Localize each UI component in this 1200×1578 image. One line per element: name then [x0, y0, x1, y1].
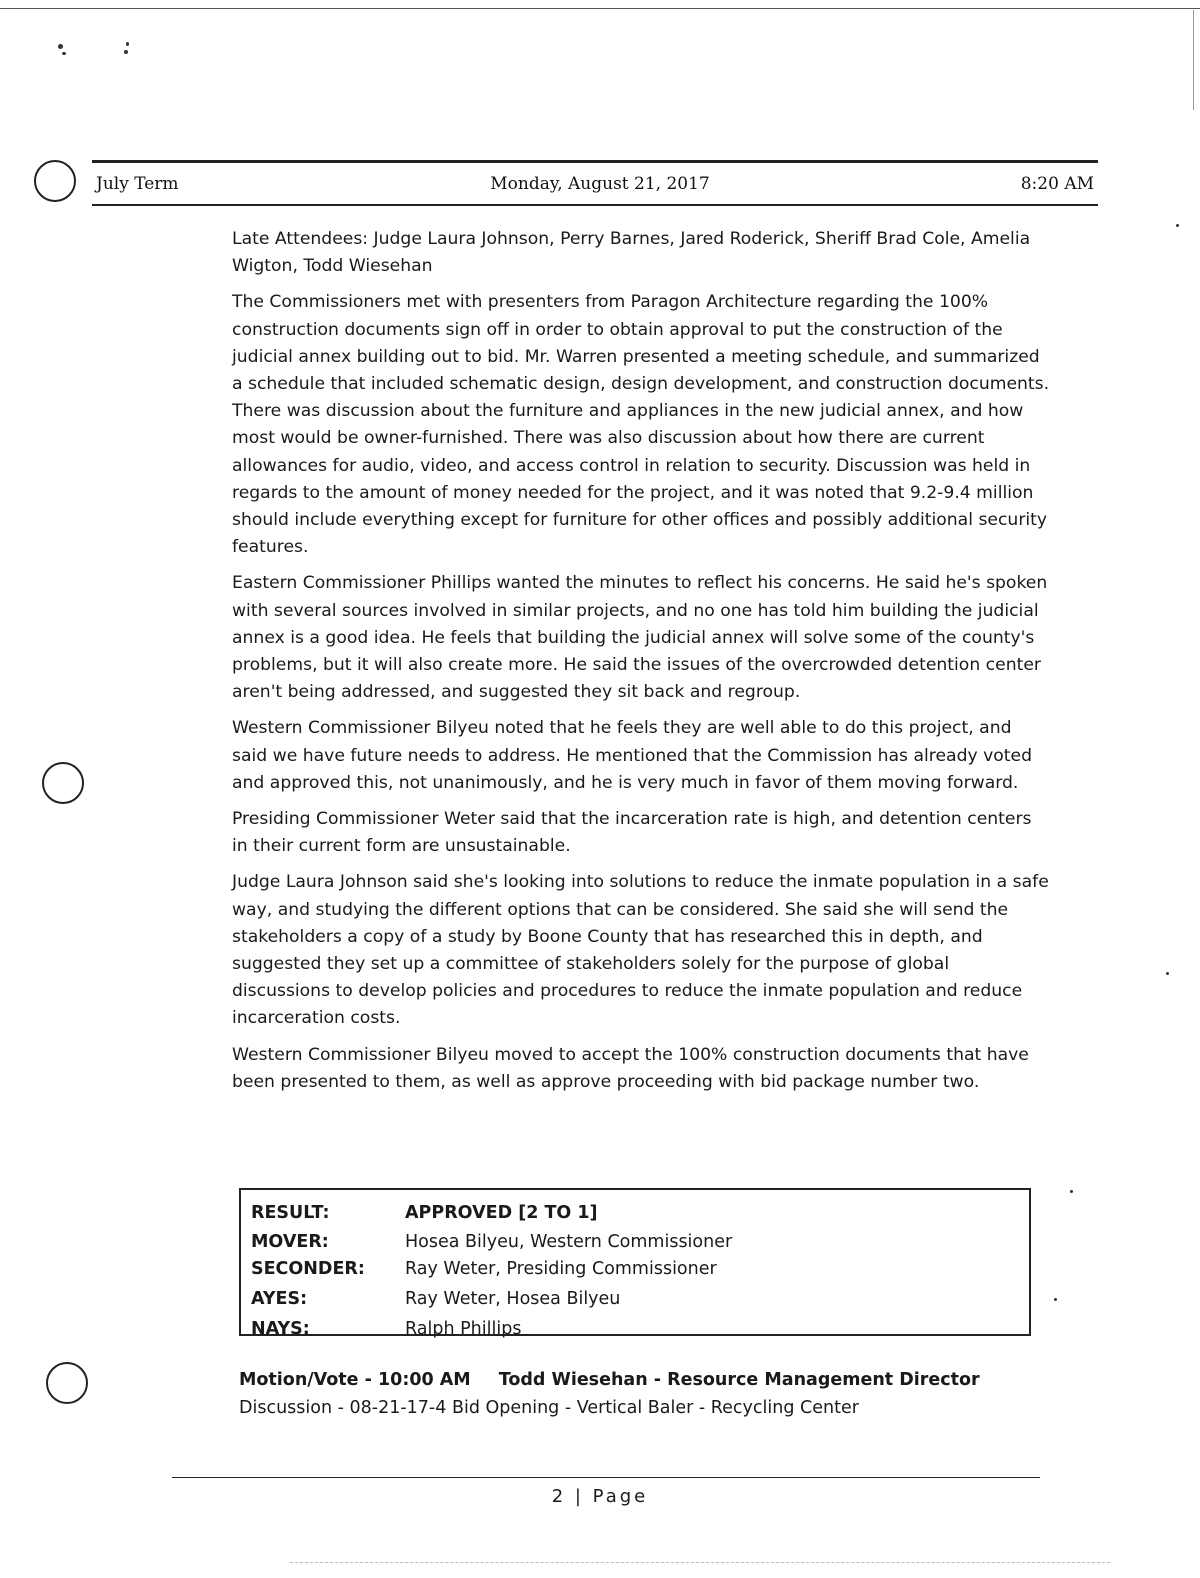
scan-right-edge: [1193, 10, 1194, 110]
header-rule-bottom: [92, 204, 1098, 206]
bilyeu-comment-paragraph: Western Commissioner Bilyeu noted that he feels they are well able to do this project, and said we have future needs to address. He mentioned that the Commission has already voted and approved this, not unanimously, and he is very much in favor of them moving forward.: [232, 718, 1033, 793]
page-number: 2 | Page: [551, 1486, 649, 1507]
scan-speck: [1054, 1298, 1057, 1301]
header-time: 8:20 AM: [1020, 174, 1094, 194]
mover-label: MOVER:: [251, 1232, 329, 1252]
nays-label: NAYS:: [251, 1319, 310, 1339]
seconder-label: SECONDER:: [251, 1259, 365, 1279]
binder-hole-bottom: [46, 1362, 88, 1404]
johnson-comment-paragraph: Judge Laura Johnson said she's looking into solutions to reduce the inmate population in a safe way, and studying the different options that can be considered. She said she will send the stakeholders a copy of a study by Boone County that has researched this in depth, and suggested they set up a committee of stakeholders solely for the purpose of global discussions to develop policies and procedures to reduce the inmate population and reduce incarceration costs.: [232, 872, 1049, 1029]
header-rule-top: [92, 160, 1098, 163]
motion-time: 10:00 AM: [377, 1370, 471, 1390]
weter-comment-paragraph: Presiding Commissioner Weter said that the incarceration rate is high, and detention centers in their current form are unsustainable.: [232, 809, 1032, 857]
phillips-concerns-paragraph: Eastern Commissioner Phillips wanted the minutes to reflect his concerns. He said he's spoken with several sources involved in similar projects, and no one has told him building the judicial annex is a good idea. He feels that building the judicial annex will solve some of the county's problems, but it will also create more. He said the issues of the overcrowded detention center aren't being addressed, and suggested they sit back and regroup.: [232, 573, 1048, 703]
header-term: July Term: [96, 174, 179, 194]
vote-result-table: [239, 1188, 1031, 1339]
ayes-value: Ray Weter, Hosea Bilyeu: [405, 1289, 621, 1309]
paragon-presentation-paragraph: The Commissioners met with presenters from Paragon Architecture regarding the 100% construction documents sign off in order to obtain approval to put the construction of the judicial annex building out to bid. Mr. Warren presented a meeting schedule, and summarized a schedule that included schematic design, design development, and construction documents. There was discussion about the furniture and appliances in the new judicial annex, and how most would be owner-furnished. There was also discussion about how there are current allowances for audio, video, and access control in relation to security. Discussion was held in regards to the amount of money needed for the project, and it was noted that 9.2-9.4 million should include everything except for furniture for other offices and possibly additional security features.: [232, 292, 1050, 558]
late-attendees-paragraph: Late Attendees: Judge Laura Johnson, Perry Barnes, Jared Roderick, Sheriff Brad Cole, Amelia Wigton, Todd Wiesehan: [232, 229, 1031, 277]
result-label: RESULT:: [251, 1203, 330, 1223]
scan-speck: [58, 44, 63, 49]
nays-value: Ralph Phillips: [405, 1319, 522, 1339]
header-date: Monday, August 21, 2017: [490, 174, 710, 194]
motion-discussion: Discussion - 08-21-17-4 Bid Opening - Vertical Baler - Recycling Center: [239, 1398, 859, 1418]
scan-speck: [124, 50, 128, 54]
motion-heading: [239, 1366, 1099, 1394]
minutes-body: [232, 226, 1052, 1105]
seconder-value: Ray Weter, Presiding Commissioner: [405, 1259, 717, 1279]
scan-bottom-edge: [290, 1562, 1110, 1563]
motion-section: [239, 1366, 1099, 1422]
binder-hole-middle: [42, 762, 84, 804]
mover-value: Hosea Bilyeu, Western Commissioner: [405, 1232, 733, 1252]
scan-speck: [1070, 1190, 1073, 1193]
scan-top-edge: [0, 8, 1200, 9]
scan-speck: [1166, 972, 1169, 975]
motion-presenter: Todd Wiesehan - Resource Management Director: [498, 1370, 980, 1390]
motion-type: Motion/Vote -: [239, 1370, 372, 1390]
scan-speck: [62, 52, 66, 55]
ayes-label: AYES:: [251, 1289, 308, 1309]
result-value: APPROVED [2 TO 1]: [405, 1203, 598, 1223]
scan-speck: [126, 42, 129, 46]
footer-rule: [172, 1477, 1040, 1478]
scan-speck: [1176, 224, 1179, 227]
motion-paragraph: Western Commissioner Bilyeu moved to accept the 100% construction documents that have been presented to them, as well as approve proceeding with bid package number two.: [232, 1044, 1029, 1092]
